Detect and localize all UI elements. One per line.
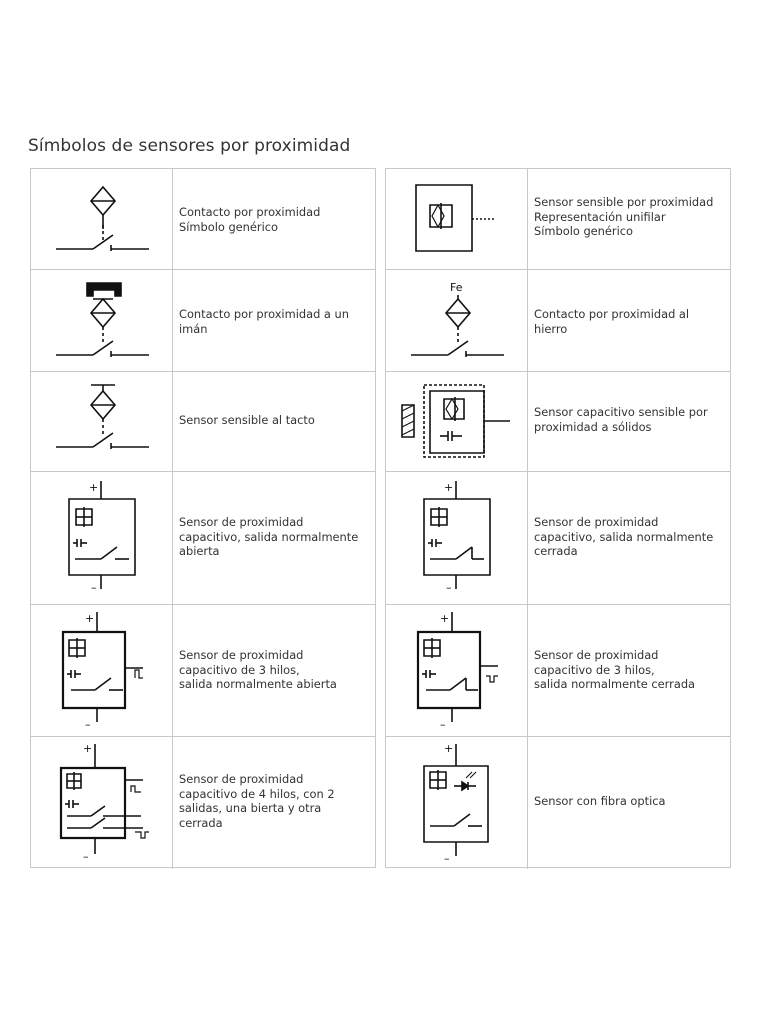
symbol-description: Sensor con fibra optica (534, 794, 666, 808)
svg-text:–: – (83, 850, 89, 863)
table-row (386, 169, 730, 269)
svg-text:+: + (83, 742, 93, 755)
capacitive-sensor-no-output-symbol (31, 471, 173, 604)
capacitive-solids-sensor-symbol (386, 371, 528, 471)
symbol-table-right (385, 168, 731, 868)
svg-text:Fe: Fe (450, 281, 463, 294)
fiber-optic-sensor-symbol (386, 736, 528, 869)
table-row (386, 736, 730, 869)
page-title: Símbolos de sensores por proximidad (28, 136, 351, 156)
svg-text:+: + (440, 612, 450, 625)
symbol-description: Sensor de proximidad capacitivo, salida normalmente abierta (179, 515, 359, 558)
table-row (31, 169, 375, 269)
svg-text:–: – (91, 581, 97, 594)
symbol-description: Contacto por proximidad a un imán (179, 307, 349, 336)
table-row (31, 604, 375, 736)
table-row (31, 371, 375, 471)
table-row (31, 471, 375, 604)
capacitive-3-wire-nc-symbol (386, 604, 528, 736)
symbol-description: Contacto por proximidad al hierro (534, 307, 690, 336)
table-row (386, 269, 730, 371)
svg-text:+: + (444, 481, 454, 494)
symbol-description: Sensor de proximidad capacitivo, salida normalmente cerrada (534, 515, 714, 558)
magnet-proximity-contact-symbol (31, 269, 173, 371)
symbol-description: Sensor de proximidad capacitivo de 3 hilos, salida normalmente cerrada (534, 648, 696, 691)
touch-sensor-symbol (31, 371, 173, 471)
proximity-contact-generic-symbol (31, 169, 173, 269)
capacitive-sensor-nc-output-symbol (386, 471, 528, 604)
svg-text:–: – (85, 718, 91, 731)
symbol-description: Sensor capacitivo sensible por proximidad a sólidos (534, 405, 708, 434)
symbol-description: Contacto por proximidad Símbolo genérico (179, 205, 321, 234)
svg-text:–: – (446, 581, 452, 594)
iron-proximity-contact-symbol (386, 269, 528, 371)
capacitive-3-wire-no-symbol (31, 604, 173, 736)
svg-text:+: + (89, 481, 99, 494)
capacitive-4-wire-symbol (31, 736, 173, 869)
table-row (31, 736, 375, 869)
symbol-description: Sensor sensible al tacto (179, 413, 315, 427)
symbol-table-left (30, 168, 376, 868)
table-row (386, 371, 730, 471)
symbol-description: Sensor sensible por proximidad Representación unifilar Símbolo genérico (534, 195, 714, 238)
unifilar-proximity-sensor-symbol (386, 169, 528, 269)
table-row (386, 604, 730, 736)
symbol-description: Sensor de proximidad capacitivo de 4 hilos, con 2 salidas, una bierta y otra cerrada (179, 772, 335, 830)
symbol-description: Sensor de proximidad capacitivo de 3 hilos, salida normalmente abierta (179, 648, 337, 691)
svg-text:–: – (440, 718, 446, 731)
svg-text:+: + (444, 742, 454, 755)
table-row (31, 269, 375, 371)
svg-text:–: – (444, 852, 450, 865)
table-row (386, 471, 730, 604)
svg-text:+: + (85, 612, 95, 625)
